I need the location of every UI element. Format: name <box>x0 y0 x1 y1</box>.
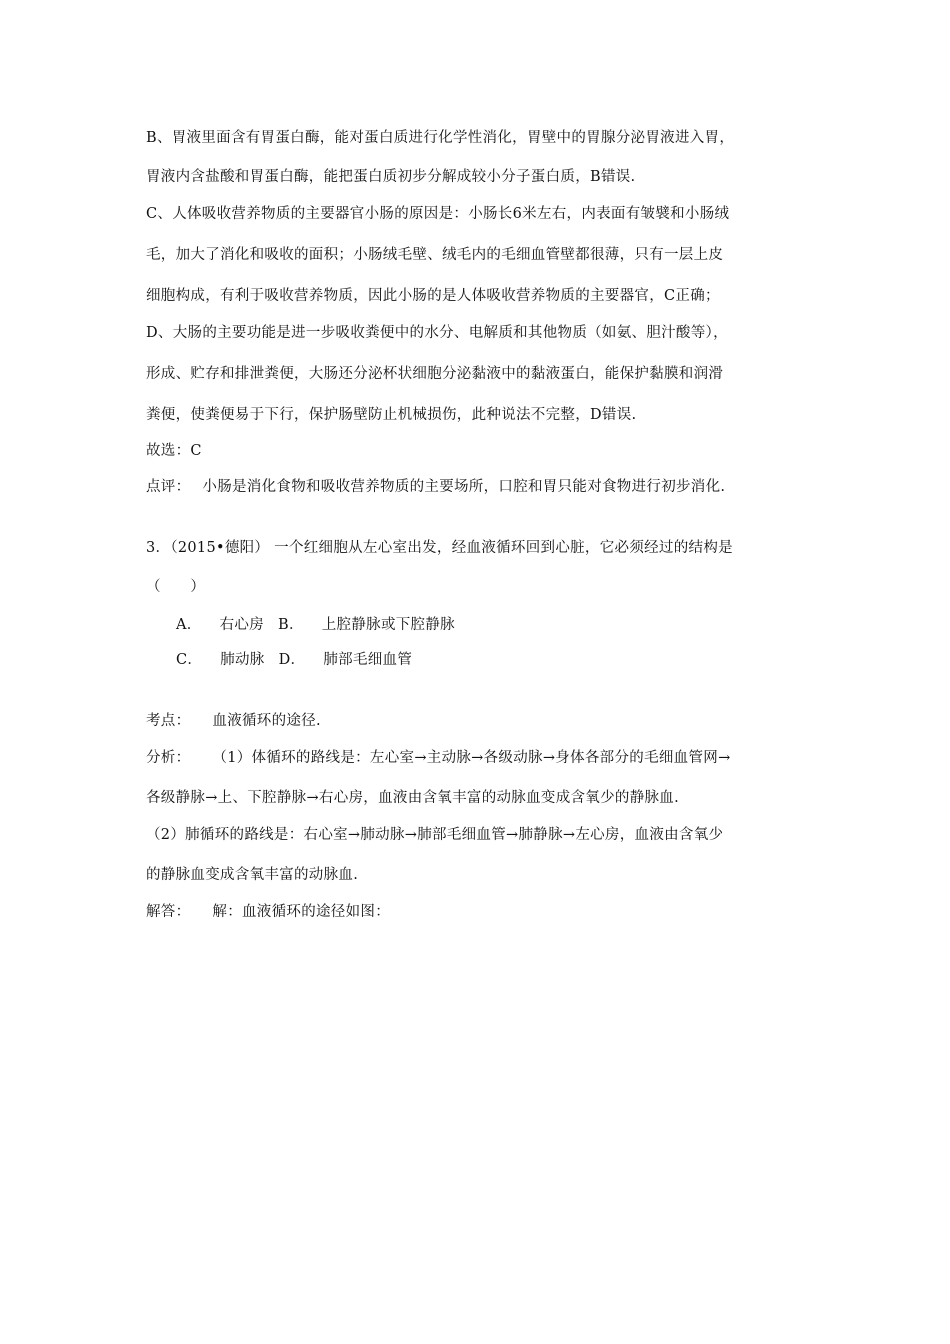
point-line <box>146 711 321 731</box>
explanation-d-line-2: 形成、贮存和排泄粪便，大肠还分泌杯状细胞分泌黏液中的黏液蛋白，能保护黏膜和润滑 <box>146 366 724 382</box>
analysis-line-4: 的静脉血变成含氧丰富的动脉血. <box>146 867 359 883</box>
option-a-text: 右心房 <box>219 617 264 633</box>
options-row-1 <box>176 615 455 635</box>
explanation-b-line-2: 胃液内含盐酸和胃蛋白酶，能把蛋白质初步分解成较小分子蛋白质，B错误. <box>146 169 636 185</box>
explanation-c-line-1: C、人体吸收营养物质的主要器官小肠的原因是：小肠长6米左右，内表面有皱襞和小肠绒 <box>146 206 730 222</box>
analysis-text-1: （1）体循环的路线是：左心室→主动脉→各级动脉→身体各部分的毛细血管网→ <box>212 750 731 766</box>
comment-text: 小肠是消化食物和吸收营养物质的主要场所，口腔和胃只能对食物进行初步消化. <box>202 479 726 495</box>
options-row-2 <box>176 650 412 670</box>
comment-label: 点评： <box>146 479 191 495</box>
solution-label: 解答： <box>146 904 191 920</box>
question-3-stem-line-2: （ ） <box>146 579 206 595</box>
analysis-label: 分析： <box>146 750 191 766</box>
solution-text: 解：血液循环的途径如图： <box>212 904 391 920</box>
explanation-d-line-1: D、大肠的主要功能是进一步吸收粪便中的水分、电解质和其他物质（如氨、胆汁酸等）， <box>146 325 728 341</box>
explanation-d-line-3: 粪便，使粪便易于下行，保护肠壁防止机械损伤，此种说法不完整，D错误. <box>146 407 637 423</box>
option-b-text: 上腔静脉或下腔静脉 <box>321 617 455 633</box>
analysis-line-2: 各级静脉→上、下腔静脉→右心房，血液由含氧丰富的动脉血变成含氧少的静脉血. <box>146 790 680 806</box>
question-3-stem-line-1: 3．（2015•德阳） 一个红细胞从左心室出发，经血液循环回到心脏，它必须经过的结构是 <box>146 540 733 556</box>
option-c-letter: C． <box>176 652 203 668</box>
option-d-text: 肺部毛细血管 <box>323 652 413 668</box>
option-d-letter: D． <box>278 652 306 668</box>
answer-line: 故选：C <box>146 443 202 459</box>
explanation-c-line-3: 细胞构成，有利于吸收营养物质，因此小肠的是人体吸收营养物质的主要器官，C正确； <box>146 288 720 304</box>
analysis-line-3: （2）肺循环的路线是：右心室→肺动脉→肺部毛细血管→肺静脉→左心房，血液由含氧少 <box>146 827 724 843</box>
solution-line <box>146 902 390 922</box>
explanation-b-line-1: B、胃液里面含有胃蛋白酶，能对蛋白质进行化学性消化，胃壁中的胃腺分泌胃液进入胃， <box>146 130 735 146</box>
option-a-letter: A． <box>176 617 202 633</box>
point-label: 考点： <box>146 713 191 729</box>
option-b-letter: B． <box>277 617 304 633</box>
comment-line <box>146 477 725 497</box>
explanation-c-line-2: 毛，加大了消化和吸收的面积；小肠绒毛壁、绒毛内的毛细血管壁都很薄，只有一层上皮 <box>146 247 724 263</box>
option-c-text: 肺动脉 <box>220 652 265 668</box>
analysis-line-1 <box>146 748 731 768</box>
point-text: 血液循环的途径. <box>212 713 321 729</box>
